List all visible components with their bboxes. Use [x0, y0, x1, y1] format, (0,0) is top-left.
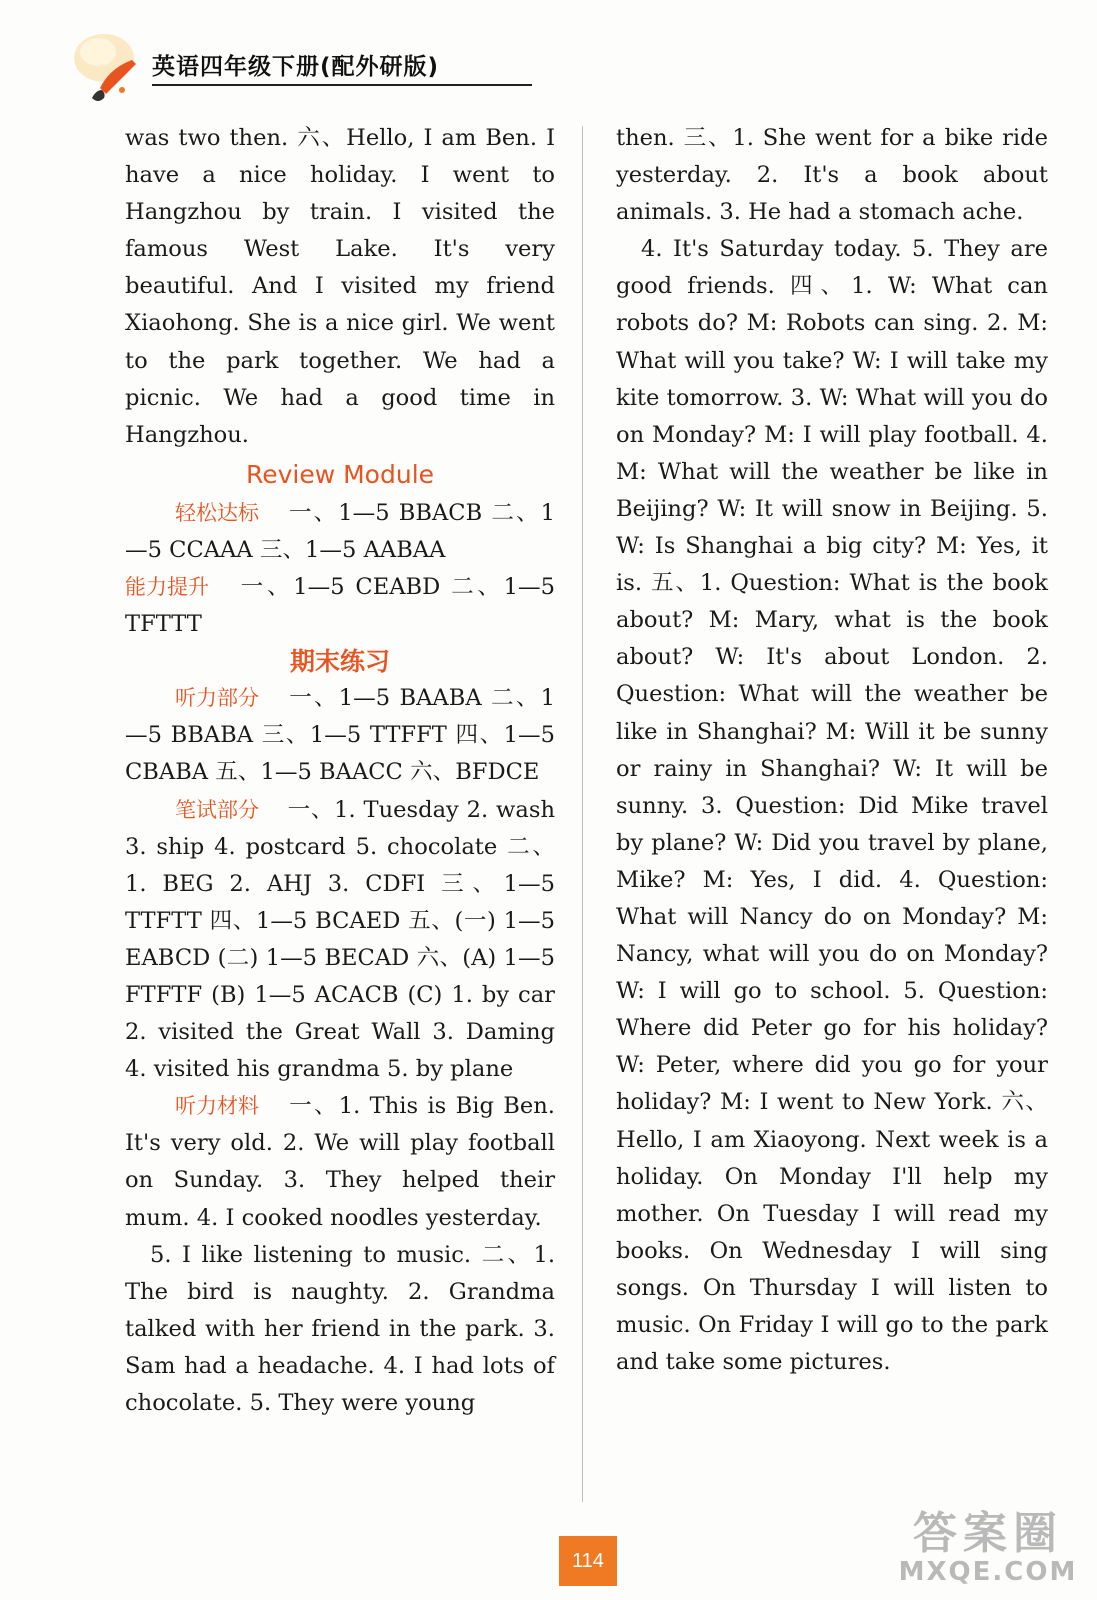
header-underline [152, 84, 532, 86]
review-easy-answers [125, 495, 555, 569]
label-nengli: 能力提升 [125, 575, 209, 600]
watermark [893, 1510, 1083, 1590]
final-practice-heading: 期末练习 [289, 647, 390, 677]
left-column [125, 120, 555, 1422]
label-tingli: 听力部分 [175, 686, 259, 711]
listening-answers-text: 一、1—5 BAABA 二、1—5 BBABA 三、1—5 TTFFT 四、1—5 CBABA 五、1—5 BAACC 六、BFDCE [125, 685, 555, 786]
page-header [70, 28, 530, 108]
right-main-paragraph: 4. It's Saturday today. 5. They are good friends. 四、1. W: What can robots do? M: Robots can sing. 2. M: What will you take? W: I will take my kite tomorrow. 3. W: What will you do on Monday? M: I will play football. 4. M: What will the weather be like in Beijing? W: It will snow in Beijing. 5. W: Is Shanghai a big city? M: Yes, it is. 五、1. Question: What is the book about? M: Mary, what is the book about? W: It's about London. 2. Question: What will the weather be like in Shanghai? M: Will it be sunny or rainy in Shanghai? W: It will be sunny. 3. Question: Did Mike travel by plane? W: Did you travel by plane, Mike? M: Yes, I did. 4. Question: What will Nancy do on Monday? M: Nancy, what will you do on Monday? W: I will go to school. 5. Question: Where did Peter go for his holiday? W: Peter, where did you go for your holiday? M: I went to New York. 六、Hello, I am Xiaoyong. Next week is a holiday. On Monday I'll help my mother. On Tuesday I will read my books. On Wednesday I will sing songs. On Thursday I will listen to music. On Friday I will go to the park and take some pictures. [616, 236, 1048, 1376]
review-module-heading: Review Module [245, 459, 435, 489]
listening-material-text: 一、1. This is Big Ben. It's very old. 2. We will play football on Sunday. 3. They helped their mum. 4. I cooked noodles yesterday. [125, 1093, 555, 1231]
label-qingsong: 轻松达标 [175, 500, 259, 525]
right-column [616, 120, 1048, 1381]
page-number: 114 [559, 1536, 617, 1586]
label-cailiao: 听力材料 [175, 1094, 259, 1119]
review-advanced-answers [125, 569, 555, 643]
book-title: 英语四年级下册(配外研版) [152, 54, 440, 80]
written-answers-text: 一、1. Tuesday 2. wash 3. ship 4. postcard 5. chocolate 二、1. BEG 2. AHJ 3. CDFI 三、1—5 TTFTT 四、1—5 BCAED 五、(一) 1—5 EABCD (二) 1—5 BECAD 六、(A) 1—5 FTFTF (B) 1—5 ACACB (C) 1. by car 2. visited the Great Wall 3. Daming 4. visited his grandma 5. by plane [125, 796, 555, 1083]
right-intro-paragraph: then. 三、1. She went for a bike ride yesterday. 2. It's a book about animals. 3. He had a stomach ache. [616, 125, 1048, 226]
ben-holiday-paragraph: was two then. 六、Hello, I am Ben. I have a nice holiday. I went to Hangzhou by train. I visited the famous West Lake. It's very beautiful. And I visited my friend Xiaohong. She is a nice girl. We went to the park together. We had a picnic. We had a good time in Hangzhou. [125, 125, 555, 448]
review-advanced-text: 一、1—5 CEABD 二、1—5 TFTTT [125, 574, 555, 638]
written-answers [125, 792, 555, 1089]
label-bishi: 笔试部分 [175, 797, 259, 822]
listening-material-continued: 5. I like listening to music. 二、1. The bird is naughty. 2. Grandma talked with her friend in the park. 3. Sam had a headache. 4. I had lots of chocolate. 5. They were young [125, 1241, 555, 1416]
watermark-top: 答案圈 [913, 1508, 1063, 1559]
listening-material [125, 1088, 555, 1236]
listening-answers [125, 680, 555, 791]
review-easy-text: 一、1—5 BBACB 二、1—5 CCAAA 三、1—5 AABAA [125, 499, 555, 563]
paintbrush-logo-icon [70, 28, 150, 108]
column-divider [582, 126, 583, 1502]
watermark-bottom: MXQE.COM [898, 1557, 1078, 1587]
